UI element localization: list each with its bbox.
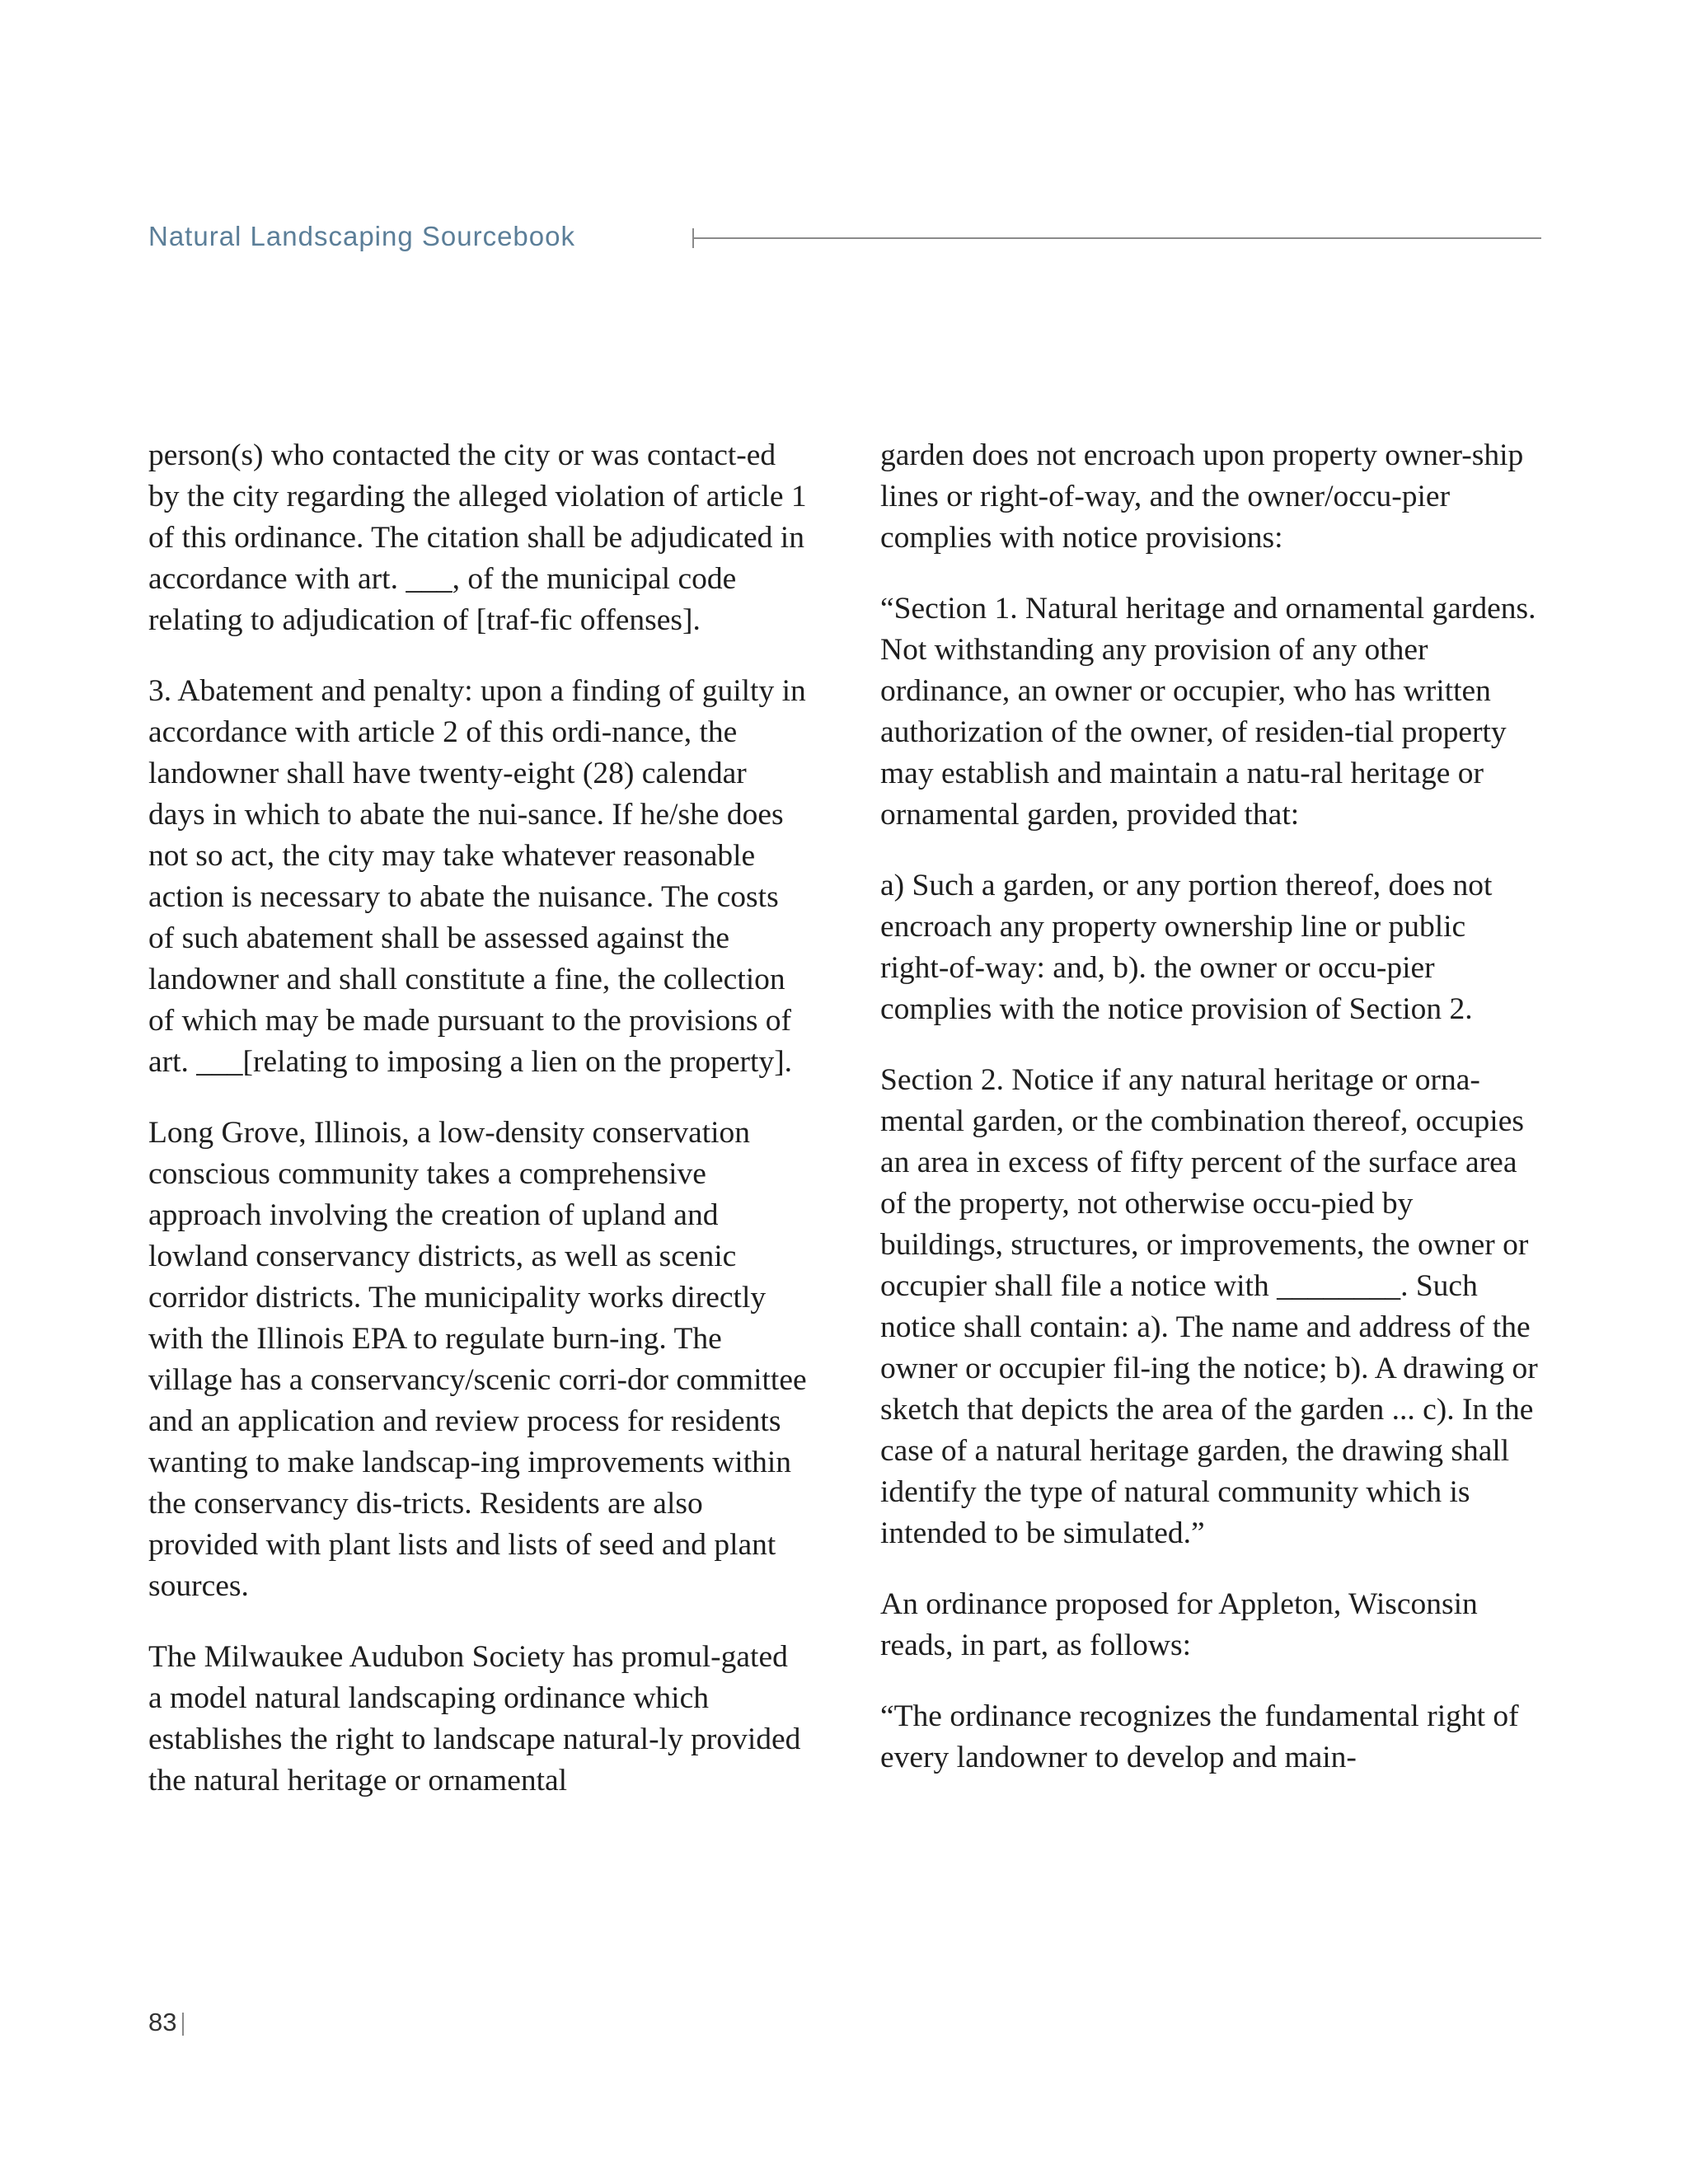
page-number: 83 [148,2008,177,2036]
right-column [880,435,1540,1808]
paragraph: garden does not encroach upon property owner-ship lines or right-of-way, and the owner/occu-pier complies with notice provisions: [880,438,1524,555]
paragraph: person(s) who contacted the city or was contact-ed by the city regarding the alleged violation of article 1 of this ordinance. The citation shall be adjudicated in accordance with art. ___, of the municipal code relating to adjudication of [traf-fic offenses]. [148,438,807,637]
paragraph: Section 2. Notice if any natural heritage or orna-mental garden, or the combination thereof, occupies an area in excess of fifty percent of the surface area of the property, not otherwise occu-pied by buildings, structures, or improvements, the owner or occupier shall file a notice with ________. Such notice shall contain: a). The name and address of the owner or occupier fil-ing the notice; b). A drawing or sketch that depicts the area of the garden ... c). In the case of a natural heritage garden, the drawing shall identify the type of natural community which is intended to be simulated.” [880,1063,1538,1550]
left-column [148,435,808,1831]
running-header-title: Natural Landscaping Sourcebook [148,221,575,251]
paragraph: “The ordinance recognizes the fundamental right of every landowner to develop and main- [880,1699,1519,1774]
paragraph: An ordinance proposed for Appleton, Wisconsin reads, in part, as follows: [880,1587,1478,1662]
paragraph: Long Grove, Illinois, a low-density conservation conscious community takes a comprehensive approach involving the creation of upland and lowland conservancy districts, as well as scenic corridor districts. The municipality works directly with the Illinois EPA to regulate burn-ing. The village has a conservancy/scenic corri-dor committee and an application and review process for residents wanting to make landscap-ing improvements within the conservancy dis-tricts. Residents are also provided with plant lists and lists of seed and plant sources. [148,1116,807,1603]
paragraph: The Milwaukee Audubon Society has promul-gated a model natural landscaping ordinance which establishes the right to landscape natural-ly provided the natural heritage or ornamental [148,1640,801,1797]
page-number-divider [182,2013,184,2036]
paragraph: a) Such a garden, or any portion thereof, does not encroach any property ownership line or public right-of-way: and, b). the owner or occu-pier complies with the notice provision of Section 2. [880,869,1493,1026]
header-rule [692,237,1541,239]
paragraph: 3. Abatement and penalty: upon a finding of guilty in accordance with article 2 of this ordi-nance, the landowner shall have twenty-eight (28) calendar days in which to abate the nui-sance. If he/she does not so act, the city may take whatever reasonable action is necessary to abate the nuisance. The costs of such abatement shall be assessed against the landowner and shall constitute a fine, the collection of which may be made pursuant to the provisions of art. ___[relating to imposing a lien on the property]. [148,674,806,1079]
paragraph: “Section 1. Natural heritage and ornamental gardens. Not withstanding any provision of any other ordinance, an owner or occupier, who has written authorization of the owner, of residen-tial property may establish and maintain a natu-ral heritage or ornamental garden, provided that: [880,592,1536,832]
